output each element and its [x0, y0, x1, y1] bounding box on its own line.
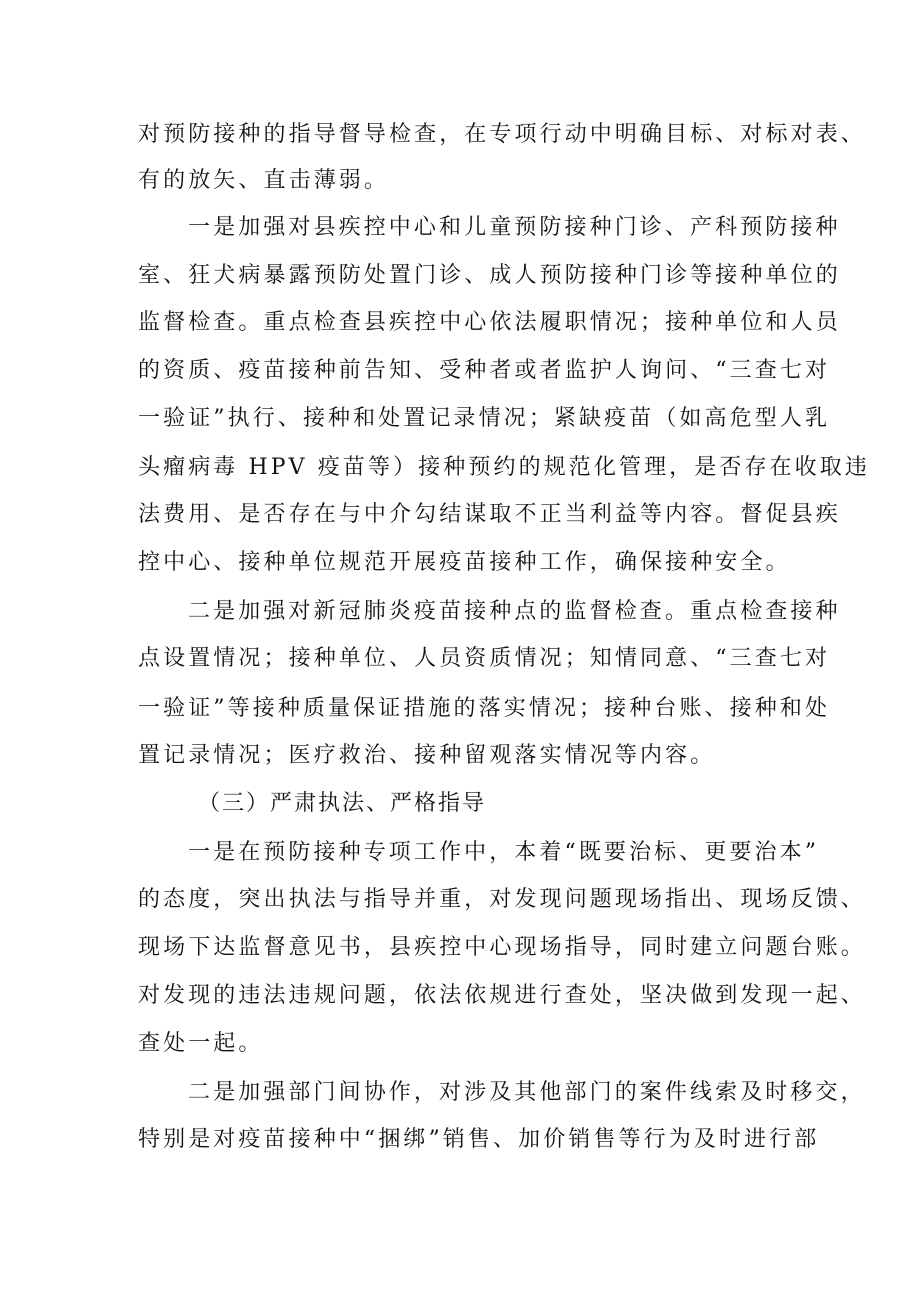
text-line: 点设置情况；接种单位、人员资质情况；知情同意、“三查七对	[138, 646, 831, 671]
text-line: 置记录情况；医疗救治、接种留观落实情况等内容。	[138, 743, 716, 768]
text-line: 特别是对疫苗接种中“捆绑”销售、加价销售等行为及时进行部	[138, 1127, 820, 1152]
text-line: 一是在预防接种专项工作中，本着“既要治标、更要治本”	[188, 840, 820, 865]
text-line: 监督检查。重点检查县疾控中心依法履职情况；接种单位和人员	[138, 310, 841, 335]
text-line: 的资质、疫苗接种前告知、受种者或者监护人询问、“三查七对	[138, 358, 831, 383]
text-line: 查处一起。	[138, 1031, 264, 1056]
text-line: 一是加强对县疾控中心和儿童预防接种门诊、产科预防接种	[188, 215, 841, 240]
text-line: 法费用、是否存在与中介勾结谋取不正当利益等内容。督促县疾	[138, 502, 841, 527]
text-line: 控中心、接种单位规范开展疫苗接种工作，确保接种安全。	[138, 550, 791, 575]
text-line: 现场下达监督意见书，县疾控中心现场指导，同时建立问题台账。	[138, 935, 866, 960]
text-line: 室、狂犬病暴露预防处置门诊、成人预防接种门诊等接种单位的	[138, 263, 841, 288]
text-line: 一验证”执行、接种和处置记录情况；紧缺疫苗（如高危型人乳	[138, 406, 831, 431]
text-line: 一验证”等接种质量保证措施的落实情况；接种台账、接种和处	[138, 696, 831, 721]
text-line: 有的放矢、直击薄弱。	[138, 168, 390, 193]
text-line: 对发现的违法违规问题，依法依规进行查处，坚决做到发现一起、	[138, 983, 866, 1008]
text-line: 对预防接种的指导督导检查，在专项行动中明确目标、对标对表、	[138, 122, 866, 147]
text-line: 头瘤病毒 HPV 疫苗等）接种预约的规范化管理，是否存在收取违	[138, 455, 870, 480]
text-line: 二是加强部门间协作，对涉及其他部门的案件线索及时移交，	[188, 1080, 866, 1105]
section-heading: （三）严肃执法、严格指导	[198, 791, 487, 816]
text-line: 二是加强对新冠肺炎疫苗接种点的监督检查。重点检查接种	[188, 599, 841, 624]
text-line: 的态度，突出执法与指导并重，对发现问题现场指出、现场反馈、	[138, 887, 866, 912]
